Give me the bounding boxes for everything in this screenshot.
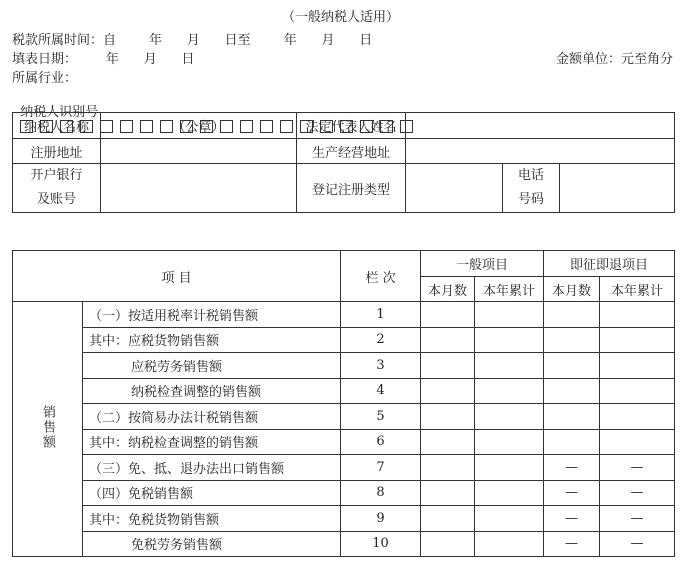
amount-cell[interactable] xyxy=(600,429,675,455)
row-label: （四）免税销售额 xyxy=(83,480,341,506)
phone-label xyxy=(503,164,560,213)
row-number: 10 xyxy=(341,531,421,557)
amount-cell[interactable] xyxy=(421,302,475,328)
amount-cell[interactable] xyxy=(600,302,675,328)
row-label: 纳税检查调整的销售额 xyxy=(83,378,341,404)
amount-cell[interactable] xyxy=(475,404,544,430)
reg-address-field[interactable] xyxy=(101,139,297,164)
amount-cell[interactable] xyxy=(421,531,475,557)
reg-address-label: 注册地址 xyxy=(13,139,101,164)
business-address-field[interactable] xyxy=(406,139,675,164)
item-header: 项 目 xyxy=(13,251,341,302)
sales-section-label xyxy=(13,302,83,557)
taxpayer-info-table xyxy=(12,112,675,213)
general-month-header: 本月数 xyxy=(421,277,475,302)
amount-cell[interactable] xyxy=(475,531,544,557)
row-number: 6 xyxy=(341,429,421,455)
table-row xyxy=(13,455,675,481)
refund-year-header: 本年累计 xyxy=(600,277,675,302)
refund-items-header: 即征即退项目 xyxy=(544,251,675,277)
taxpayer-name-label: 纳税人名称 xyxy=(13,113,101,139)
table-row xyxy=(13,353,675,379)
table-row xyxy=(13,378,675,404)
row-label: 其中：纳税检查调整的销售额 xyxy=(83,429,341,455)
amount-cell[interactable] xyxy=(475,480,544,506)
dash-cell: — xyxy=(544,506,600,532)
amount-cell[interactable] xyxy=(544,404,600,430)
row-number: 3 xyxy=(341,353,421,379)
amount-cell[interactable] xyxy=(475,327,544,353)
table-row xyxy=(13,404,675,430)
bank-label-line1: 开户银行 xyxy=(30,168,83,183)
row-number: 9 xyxy=(341,506,421,532)
row-label: （二）按简易办法计税销售额 xyxy=(83,404,341,430)
amount-cell[interactable] xyxy=(600,378,675,404)
fill-date-line: 填表日期： 年 月 日 xyxy=(12,52,195,67)
row-number: 1 xyxy=(341,302,421,328)
row-label: 其中：应税货物销售额 xyxy=(83,327,341,353)
table-row xyxy=(13,327,675,353)
table-row xyxy=(13,302,675,328)
amount-cell[interactable] xyxy=(421,378,475,404)
legal-rep-field[interactable] xyxy=(406,113,675,139)
amount-cell[interactable] xyxy=(475,353,544,379)
business-address-label: 生产经营地址 xyxy=(297,139,406,164)
tax-period-line: 税款所属时间：自 年 月 日至 年 月 日 xyxy=(12,33,373,48)
row-label: 应税劳务销售额 xyxy=(83,353,341,379)
table-row xyxy=(13,480,675,506)
reg-type-field[interactable] xyxy=(406,164,503,213)
sales-section-text: 销售额 xyxy=(40,404,55,450)
amount-cell[interactable] xyxy=(544,429,600,455)
table-row xyxy=(13,506,675,532)
bank-label-line2: 及账号 xyxy=(36,192,76,207)
amount-cell[interactable] xyxy=(475,429,544,455)
refund-month-header: 本月数 xyxy=(544,277,600,302)
phone-label-line1: 电话 xyxy=(517,168,544,183)
column-no-header: 栏 次 xyxy=(341,251,421,302)
row-label: （三）免、抵、退办法出口销售额 xyxy=(83,455,341,481)
bank-account-label xyxy=(13,164,101,213)
dash-cell: — xyxy=(544,480,600,506)
amount-cell[interactable] xyxy=(544,353,600,379)
amount-cell[interactable] xyxy=(421,404,475,430)
amount-cell[interactable] xyxy=(421,327,475,353)
row-number: 2 xyxy=(341,327,421,353)
seal-label: （公章） xyxy=(101,113,297,139)
amount-cell[interactable] xyxy=(600,353,675,379)
dash-cell: — xyxy=(600,531,675,557)
row-label: （一）按适用税率计税销售额 xyxy=(83,302,341,328)
amount-cell[interactable] xyxy=(421,455,475,481)
amount-cell[interactable] xyxy=(544,302,600,328)
dash-cell: — xyxy=(600,506,675,532)
amount-unit: 金额单位：元至角分 xyxy=(555,52,673,67)
amount-cell[interactable] xyxy=(421,353,475,379)
row-number: 8 xyxy=(341,480,421,506)
bank-account-field[interactable] xyxy=(101,164,297,213)
row-number: 4 xyxy=(341,378,421,404)
amount-cell[interactable] xyxy=(421,506,475,532)
taxpayer-id-label: 纳税人识别号 xyxy=(20,105,99,120)
dash-cell: — xyxy=(544,531,600,557)
phone-field[interactable] xyxy=(560,164,675,213)
table-row xyxy=(13,429,675,455)
dash-cell: — xyxy=(600,455,675,481)
amount-cell[interactable] xyxy=(600,404,675,430)
dash-cell: — xyxy=(600,480,675,506)
legal-rep-label: 法定代表人姓名 xyxy=(297,113,406,139)
sales-table xyxy=(12,250,675,557)
amount-cell[interactable] xyxy=(475,506,544,532)
row-number: 5 xyxy=(341,404,421,430)
row-number: 7 xyxy=(341,455,421,481)
row-label: 免税劳务销售额 xyxy=(83,531,341,557)
amount-cell[interactable] xyxy=(544,327,600,353)
amount-cell[interactable] xyxy=(544,378,600,404)
table-row xyxy=(13,531,675,557)
amount-cell[interactable] xyxy=(421,429,475,455)
phone-label-line2: 号码 xyxy=(517,192,544,207)
industry-line: 所属行业： xyxy=(12,71,78,86)
amount-cell[interactable] xyxy=(475,302,544,328)
row-label: 其中：免税货物销售额 xyxy=(83,506,341,532)
reg-type-label: 登记注册类型 xyxy=(297,164,406,213)
amount-cell[interactable] xyxy=(475,455,544,481)
amount-cell[interactable] xyxy=(600,327,675,353)
amount-cell[interactable] xyxy=(421,480,475,506)
amount-cell[interactable] xyxy=(475,378,544,404)
dash-cell: — xyxy=(544,455,600,481)
general-items-header: 一般项目 xyxy=(421,251,544,277)
general-year-header: 本年累计 xyxy=(475,277,544,302)
form-subtitle: （一般纳税人适用） xyxy=(281,10,399,25)
